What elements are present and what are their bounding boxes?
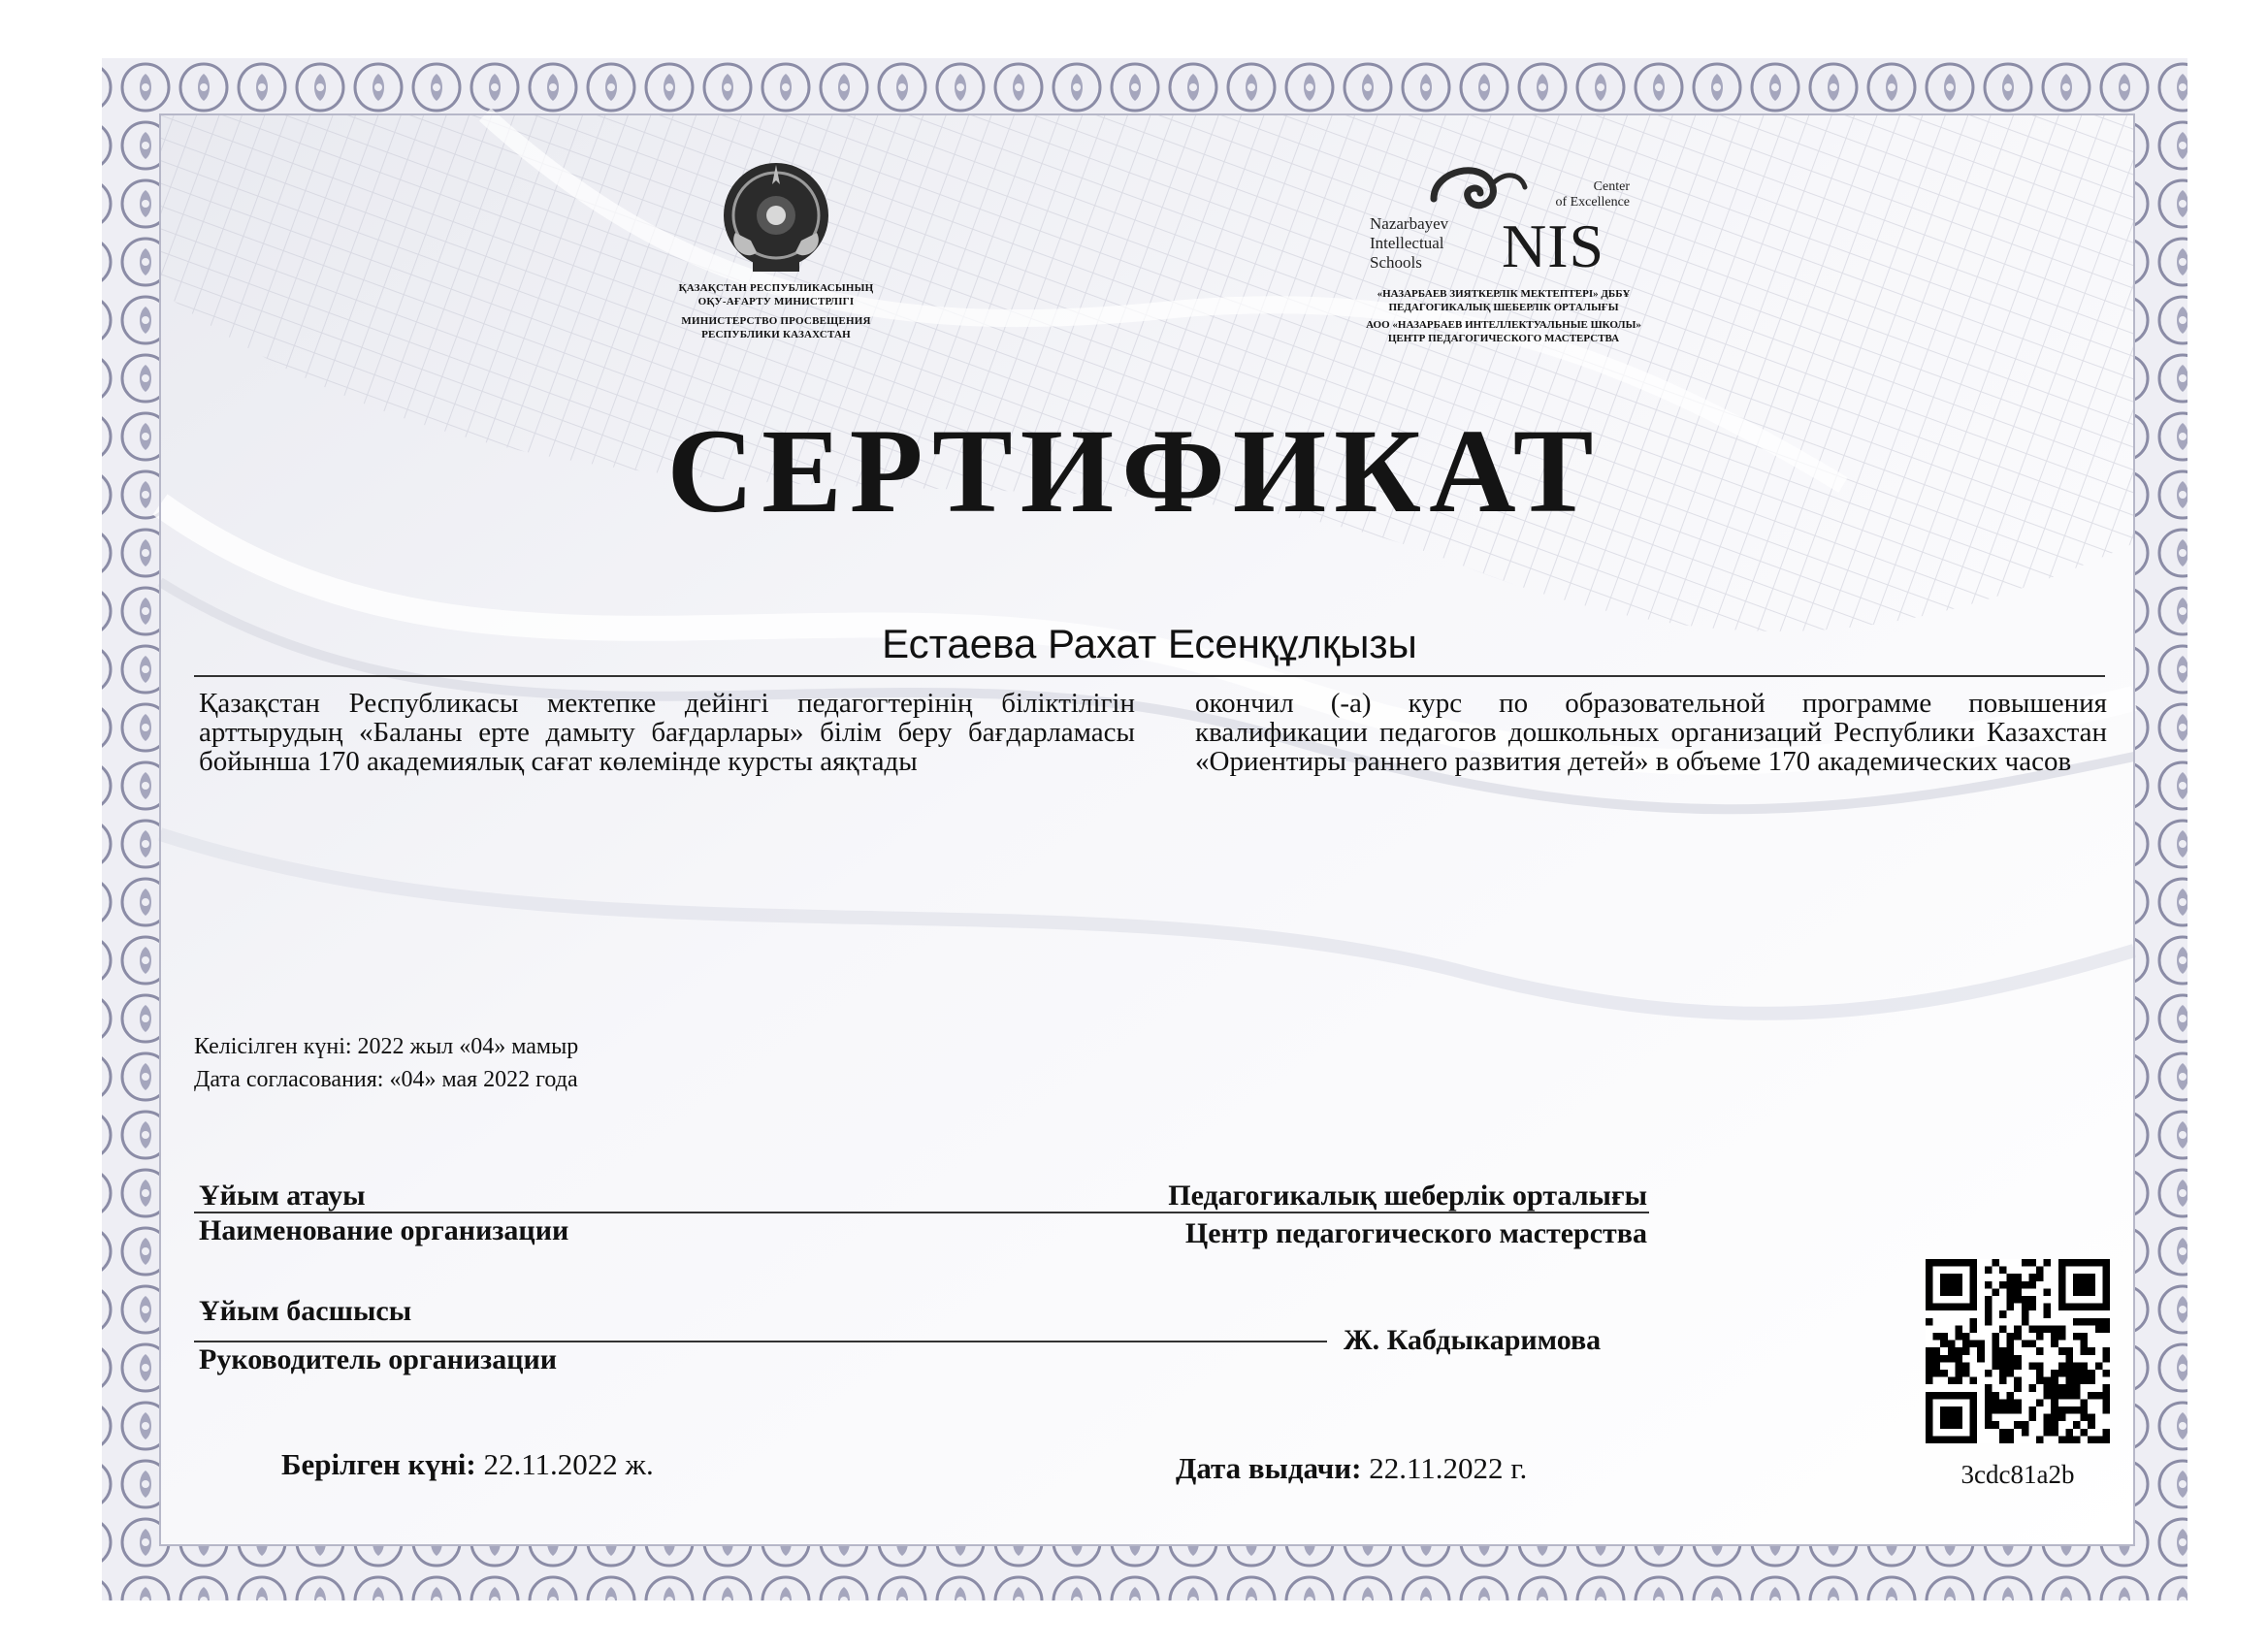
course-text-kz: Қазақстан Республикасы мектепке дейінгі педагогтерінің біліктілігін арттырудың «Баланы ерте дамыту бағдарлары» білім беру бағдарламасы бойынша 170 академиялық сағат көлемінде курсты аяқтады: [199, 688, 1135, 777]
head-label-ru: Руководитель организации: [199, 1343, 558, 1375]
nis-org-kz-line-1: «НАЗАРБАЕВ ЗИЯТКЕРЛІК МЕКТЕПТЕРІ» ДББҰ: [1377, 288, 1631, 300]
issue-date-ru-label: Дата выдачи:: [1176, 1451, 1362, 1485]
certificate-title: СЕРТИФИКАТ: [666, 404, 1602, 537]
nis-org-ru-line-1: АОО «НАЗАРБАЕВ ИНТЕЛЛЕКТУАЛЬНЫЕ ШКОЛЫ»: [1366, 319, 1641, 331]
issue-date-kz-value: 22.11.2022 ж.: [483, 1447, 654, 1481]
head-name: Ж. Кабдыкаримова: [1344, 1324, 1602, 1356]
recipient-underline: [194, 675, 2105, 677]
recipient-name: Естаева Рахат Есенқұлқызы: [882, 621, 1417, 666]
course-text-ru: окончил (-а) курс по образовательной программе повышения квалификации педагогов дошкольных организаций Республики Казахстан «Ориентиры раннего развития детей» в объеме 170 академических часов: [1195, 688, 2107, 777]
organization-value-kz: Педагогикалық шеберлік орталығы: [1168, 1180, 1647, 1212]
agreement-date-kz: Келісілген күні: 2022 жыл «04» мамыр: [194, 1034, 579, 1059]
issue-date-ru-value: 22.11.2022 г.: [1369, 1451, 1528, 1485]
nis-org-ru-line-2: ЦЕНТР ПЕДАГОГИЧЕСКОГО МАСТЕРСТВА: [1387, 333, 1620, 344]
nis-line-1: Nazarbayev: [1370, 214, 1449, 233]
agreement-date: [194, 1030, 578, 1096]
head-label-kz: Ұйым басшысы: [199, 1295, 412, 1327]
nis-organization-name: [1344, 287, 1664, 345]
nis-org-kz-line-2: ПЕДАГОГИКАЛЫҚ ШЕБЕРЛІК ОРТАЛЫҒЫ: [1388, 302, 1619, 313]
organization-value-ru: Центр педагогического мастерства: [1184, 1217, 1647, 1249]
organization-label-ru: Наименование организации: [199, 1214, 569, 1246]
nis-abbr: NIS: [1502, 211, 1605, 280]
qr-code-icon: [1926, 1259, 2110, 1443]
nis-coe-line-1: Center: [1593, 179, 1630, 194]
issue-date-kz: [281, 1447, 654, 1482]
nis-line-3: Schools: [1370, 253, 1422, 272]
agreement-date-ru: Дата согласования: «04» мая 2022 года: [194, 1067, 578, 1092]
kazakhstan-emblem-icon: [718, 155, 834, 281]
signature-line: [194, 1341, 1327, 1342]
issue-date-ru: [1176, 1451, 1527, 1486]
organization-label-kz: Ұйым атауы: [199, 1180, 366, 1212]
issue-date-kz-label: Берілген күні:: [281, 1447, 476, 1481]
ministry-ru-line-1: МИНИСТЕРСТВО ПРОСВЕЩЕНИЯ: [681, 315, 871, 327]
ministry-kz-line-2: ОҚУ-АҒАРТУ МИНИСТРЛІГІ: [697, 296, 855, 307]
nis-coe-line-2: of Excellence: [1555, 195, 1630, 210]
certificate-code: 3cdc81a2b: [1960, 1460, 2075, 1489]
nis-logo: [1358, 160, 1649, 286]
ministry-name: [621, 281, 931, 341]
ministry-kz-line-1: ҚАЗАҚСТАН РЕСПУБЛИКАСЫНЫҢ: [678, 282, 874, 294]
nis-line-2: Intellectual: [1370, 234, 1444, 252]
ministry-ru-line-2: РЕСПУБЛИКИ КАЗАХСТАН: [701, 329, 851, 340]
